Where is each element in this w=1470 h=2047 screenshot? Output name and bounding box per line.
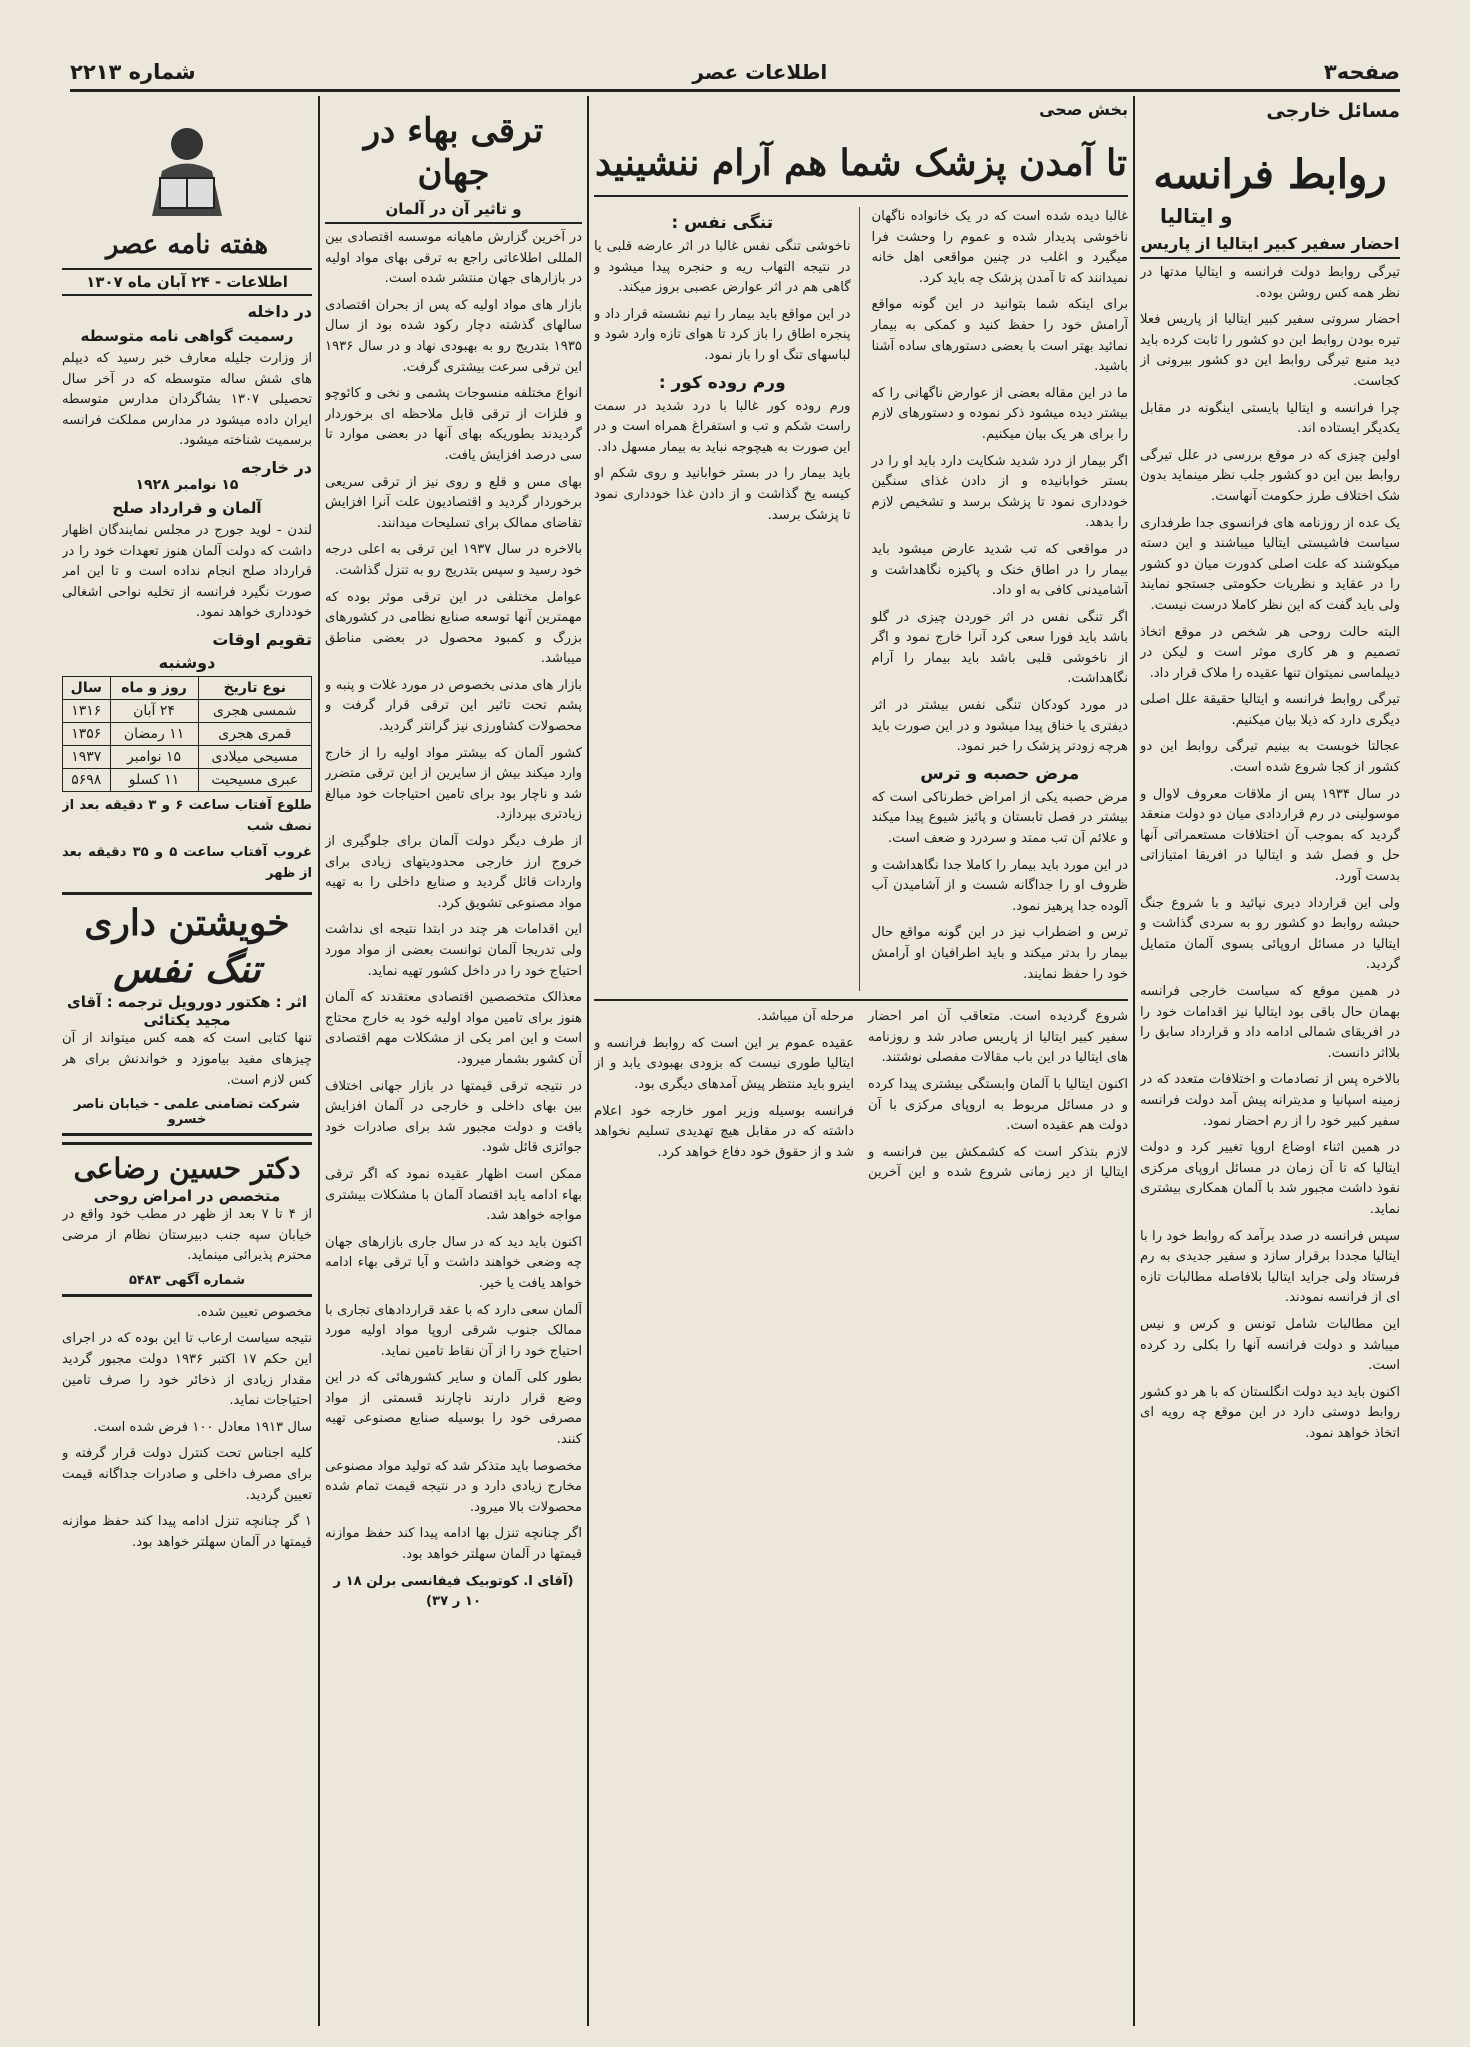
paragraph: عقیده عموم بر این است که روابط فرانسه و ایتالیا طوری نیست که بزودی بهبودی یابد و از اینرو باید منتظر پیش آمدهای دیگری بود. xyxy=(594,1035,854,1092)
paragraph: شروع گردیده است. متعاقب آن امر احضار سفیر کبیر ایتالیا از پاریس صادر شد و روزنامه های ایتالیا در این باب مقالات مفصلی نوشتند. xyxy=(868,1009,1128,1066)
calendar-header: نوع تاریخ xyxy=(198,676,311,699)
ad-title: دکتر حسین رضاعی xyxy=(73,1152,301,1186)
calendar-cell: ۱۹۳۷ xyxy=(63,745,111,768)
calendar-header: روز و ماه xyxy=(110,676,198,699)
ad-subtitle: تنگ نفس xyxy=(113,946,261,992)
paragraph: کشور آلمان که بیشتر مواد اولیه را از خارج وارد میکند بیش از سایرین از این ترقی متضرر شد و ناچار بود برای تامین احتیاجات خود مبالغ زیادتری بپردازد. xyxy=(325,745,582,823)
paper-name: اطلاعات عصر xyxy=(692,60,828,84)
paragraph: اگر بیمار از درد شدید شکایت دارد باید او را در بستر خوابانیده و از دادن غذای سنگین خودداری نمود تا پزشک برسد و تشخیص لازم را بدهد. xyxy=(871,453,1128,531)
paragraph: در مورد کودکان تنگی نفس بیشتر در اثر دیفتری یا خناق پیدا میشود و در این صورت باید هرچه زودتر پزشک را خبر نمود. xyxy=(871,698,1128,755)
sunrise: طلوع آفتاب ساعت ۶ و ۳ دقیقه بعد از نصف شب xyxy=(62,797,312,834)
paragraph: عوامل مختلفی در این ترقی موثر بوده که مهمترین آنها توسعه صنایع نظامی در کشورهای بزرگ و کمبود محصول در بعضی مناطق میباشد. xyxy=(325,589,582,667)
sunset: غروب آفتاب ساعت ۵ و ۳۵ دقیقه بعد از ظهر xyxy=(62,845,312,881)
calendar-cell: ۲۴ آبان xyxy=(110,699,198,722)
center-subcolumn-right xyxy=(872,207,1129,991)
ad-author: اثر : هکتور دورویل ترجمه : آقای مجید یکتائی xyxy=(67,993,307,1030)
paragraph: غالبا دیده شده است که در یک خانواده ناگهان ناخوشی پدیدار شده و عموم را وحشت فرا میگیرد و اغلب در چنین مواقعی اهل خانه نمیدانند که تا آمدن پزشک چه باید کرد. xyxy=(871,209,1128,286)
left-column xyxy=(62,96,312,2026)
paragraph: در همین اثناء اوضاع اروپا تغییر کرد و دولت ایتالیا که تا آن زمان در مسائل اروپای مرکزی نفوذ داشت مجبور شد با آلمان همکاری بیشتری نماید. xyxy=(1140,1140,1400,1217)
left-middle-column xyxy=(325,96,582,2026)
paragraph: ما در این مقاله بعضی از عوارض ناگهانی را که بیشتر دیده میشود ذکر نموده و دستورهای لازم را برای هر یک بیان میکنیم. xyxy=(871,385,1128,442)
calendar-row xyxy=(63,745,312,768)
paragraph: مرض حصبه یکی از امراض خطرناکی است که بیشتر در فصل تابستان و پائیز شیوع پیدا میکند و علائم آن تب ممتد و سردرد و ضعف است. xyxy=(871,789,1128,847)
paragraph: کلیه اجناس تحت کنترل دولت قرار گرفته و برای مصرف داخلی و صادرات جداگانه قیمت تعیین گردید. xyxy=(62,1446,312,1503)
paragraph: سال ۱۹۱۳ معادل ۱۰۰ فرض شده است. xyxy=(93,1419,312,1435)
paragraph: در این مواقع باید بیمار را نیم نشسته قرار داد و پنجره اطاق را باز کرد تا هوای تازه وارد شود و لباسهای تنگ او را باز نمود. xyxy=(594,306,851,363)
paragraph: چرا فرانسه و ایتالیا بایستی اینگونه در مقابل یکدیگر ایستاده اند. xyxy=(1140,400,1400,437)
subheadline: و ایتالیا xyxy=(1160,204,1233,228)
calendar-cell: ۵۶۹۸ xyxy=(63,768,111,791)
page-header xyxy=(70,55,1400,92)
paragraph: فرانسه بوسیله وزیر امور خارجه خود اعلام داشته که در مقابل هیچ تهدیدی تسلیم نخواهد شد و از حقوق خود دفاع خواهد کرد. xyxy=(594,1103,854,1160)
calendar-cell: ۱۳۱۶ xyxy=(63,699,111,722)
calendar-header: سال xyxy=(63,676,111,699)
paragraph: بالاخره در سال ۱۹۳۷ این ترقی به اعلی درجه خود رسید و سپس بتدریج رو به تنزل گذاشت. xyxy=(325,542,582,578)
paragraph: بطور کلی آلمان و سایر کشورهائی که در این وضع قرار دارند ناچارند قسمتی از مواد مصرفی خود را بوسیله صنایع مصنوعی تهیه کنند. xyxy=(325,1370,582,1448)
reader-illustration-icon xyxy=(132,116,242,226)
column-rule xyxy=(318,96,320,2026)
internal-label: در داخله xyxy=(247,302,312,321)
center-column xyxy=(594,96,1128,2026)
paragraph: معذالک متخصصین اقتصادی معتقدند که آلمان هنوز برای تامین مواد اولیه خود به خارج محتاج است و این امر یکی از مشکلات مهم اقتصادی آن کشور بشمار میرود. xyxy=(325,990,582,1067)
column-rule xyxy=(1133,96,1135,2026)
calendar-cell: عبری مسیحیت xyxy=(198,768,311,791)
center-subcolumn-left xyxy=(594,207,860,991)
paragraph: بازار های مواد اولیه که پس از بحران اقتصادی سالهای گذشته دچار رکود شده بود از سال ۱۹۳۵ بتدریج رو به بهبودی نهاد و در سال ۱۹۳۶ این ترقی سرعت بیشتری گرفت. xyxy=(325,297,582,375)
calendar-cell: ۱۱ رمضان xyxy=(110,722,198,745)
calendar-label: تقویم اوقات xyxy=(212,629,312,649)
supplement-title: هفته نامه عصر xyxy=(105,230,269,260)
paragraph: سپس فرانسه در صدد برآمد که روابط خود را با ایتالیا مجددا برقرار سازد و سفیر جدیدی به رم فرستاد ولی جراید ایتالیا بلافاصله مطالبات تازه ای از فرانسه نمودند. xyxy=(1140,1228,1400,1306)
paragraph: نتیجه سیاست ارعاب تا این بوده که در اجرای این حکم ۱۷ اکتبر ۱۹۳۶ دولت مجبور گردید مقدار زیادی از ذخائر خود را صرف تامین احتیاجات نماید. xyxy=(62,1331,312,1409)
calendar-cell: ۱۵ نوامبر xyxy=(110,745,198,768)
foreign-text: لندن - لوید جورج در مجلس نمایندگان اظهار داشت که دولت آلمان هنوز تعهدات خود را در قرارداد صلح انجام نداده است و تا این امر صورت نگیرد فرانسه از تخلیه نواحی اشغالی خودداری خواهد نمود. xyxy=(62,522,312,621)
calendar-table xyxy=(62,676,312,792)
paragraph: بهای مس و قلع و روی نیز از ترقی سریعی برخوردار گردید و اقتصادیون علت آنرا افزایش تقاضای ممالک برای تسلیحات میدانند. xyxy=(325,474,582,531)
paragraph: در نتیجه ترقی قیمتها در بازار جهانی اختلاف بین بهای داخلی و خارجی در آلمان افزایش یافت و دولت مجبور شد برای صادرات خود جوائزی قائل شود. xyxy=(325,1078,582,1156)
dateline: اطلاعات - ۲۴ آبان ماه ۱۳۰۷ xyxy=(62,268,312,296)
subhead: ورم روده کور : xyxy=(658,372,786,393)
paragraph: بازار های مدنی بخصوص در مورد غلات و پنبه و پشم تحت تاثیر این ترقی قرار گرفت و محصولات کشاورزی نیز گرانتر گردید. xyxy=(325,677,582,735)
doctor-advert xyxy=(62,1142,312,1297)
paragraph: احضار سروتی سفیر کبیر ایتالیا از پاریس فعلا تیره بودن روابط این دو کشور را ثابت کرده باید دید منبع تیرگی روابط این دو کشور بیرونی از کجاست. xyxy=(1140,312,1400,389)
paragraph: تیرگی روابط دولت فرانسه و ایتالیا مدتها در نظر همه کس روشن بوده. xyxy=(1140,265,1400,301)
paragraph: این اقدامات هر چند در ابتدا نتیجه ای نداشت ولی تدریجا آلمان توانست بعضی از مواد مورد احتیاج خود را در داخل کشور تهیه نماید. xyxy=(325,922,582,979)
column-rule xyxy=(587,96,589,2026)
weekday: دوشنبه xyxy=(158,652,216,672)
right-column xyxy=(1140,96,1400,2026)
calendar-cell: قمری هجری xyxy=(198,722,311,745)
page-number-label: صفحه۳ xyxy=(1323,60,1400,84)
domestic-text: از وزارت جلیله معارف خبر رسید که دیپلم های شش ساله متوسطه که در آخر سال تحصیلی ۱۳۰۷ بشاگردان مدارس متوسطه ایران داده میشود در مدارس مملکت فرانسه برسمیت شناخته میشود. xyxy=(62,351,312,449)
domestic-headline: رسمیت گواهی نامه متوسطه xyxy=(80,327,294,345)
center-lower-block xyxy=(594,999,1128,1184)
paragraph: ترس و اضطراب نیز در این گونه مواقع حال بیمار را بدتر میکند و باید اطرافیان او آرامش خود را حفظ نمایند. xyxy=(871,925,1128,982)
paragraph: یک عده از روزنامه های فرانسوی جدا طرفداری سیاست فاشیستی ایتالیا میباشند و این دسته میکوشند که علت اصلی کدورت میان دو کشور را در عقاید و نظریات حکومتی جستجو نمایند ولی باید گفت که این نظر کاملا درست نیست. xyxy=(1140,515,1400,613)
paragraph: ناخوشی تنگی نفس غالبا در اثر عارضه قلبی یا در نتیجه التهاب ریه و حنجره پیدا میشود و گاهی هم در اثر عوارض عصبی بروز میکند. xyxy=(594,239,851,296)
paragraph: در همین موقع که سیاست خارجی فرانسه بهمان حال باقی بود ایتالیا نیز اقدامات خود را در افریقای شمالی ادامه داد و قرارداد سابق را بلااثر دانست. xyxy=(1140,984,1400,1061)
paragraph: تیرگی روابط فرانسه و ایتالیا حقیقة علل اصلی دیگری دارد که ذیلا بیان میکنیم. xyxy=(1140,692,1400,728)
calendar-cell: مسیحی میلادی xyxy=(198,745,311,768)
paragraph: لازم بتذکر است که کشمکش بین فرانسه و ایتالیا از دیر زمانی شروع شده و این آخرین مرحله آن میباشد. xyxy=(757,1009,1128,1181)
paragraph: ۱ گر چنانچه تنزل ادامه پیدا کند حفظ موازنه قیمتها در آلمان سهلتر خواهد بود. xyxy=(62,1514,312,1550)
headline: تا آمدن پزشک شما هم آرام ننشینید xyxy=(594,139,1128,197)
calendar-cell: ۱۱ کسلو xyxy=(110,768,198,791)
paragraph: ورم روده کور غالبا با درد شدید در سمت راست شکم و تب و استفراغ همراه است و در این صورت به هیچوجه نباید به بیمار مسهل داد. xyxy=(594,398,851,455)
paragraph: برای اینکه شما بتوانید در این گونه مواقع آرامش خود را حفظ کنید و کمکی به بیمار نمائید بهتر است با بعضی دستورهای ساده آشنا باشید. xyxy=(871,297,1128,375)
paragraph: اگر چنانچه تنزل بها ادامه پیدا کند حفظ موازنه قیمتها در آلمان سهلتر خواهد بود. xyxy=(325,1526,582,1563)
paragraph: اگر تنگی نفس در اثر خوردن چیزی در گلو باشد باید فورا سعی کرد آنرا خارج نمود و اگر از ناخوشی قلبی باشد باید بیمار را آرام نگاهداشت. xyxy=(871,609,1128,687)
foreign-label: در خارجه xyxy=(241,457,312,477)
paragraph: مخصوصا باید متذکر شد که تولید مواد مصنوعی مخارج زیادی دارد و در نتیجه قیمت تمام شده محصولات بالا میرود. xyxy=(325,1458,582,1515)
paragraph: اکنون باید دید که در سال جاری بازارهای جهان چه وضعی خواهند داشت و آیا ترقی بهاء ادامه خواهد یافت یا خیر. xyxy=(325,1234,582,1291)
ad-subtitle: متخصص در امراض روحی xyxy=(93,1187,281,1206)
paragraph: آلمان سعی دارد که با عقد قراردادهای تجاری با ممالک جنوب شرقی اروپا مواد اولیه مورد احتیاج خود را از آن نقاط تامین نماید. xyxy=(325,1302,582,1359)
paragraph: ولی این قرارداد دیری نپائید و با شروع جنگ حبشه روابط دو کشور رو به سردی گذاشت و ایتالیا در مسائل اروپائی بسوی آلمان متمایل گردید. xyxy=(1140,895,1400,973)
paragraph: اکنون ایتالیا با آلمان وابستگی بیشتری پیدا کرده و در مسائل مربوط به اروپای مرکزی با آن دولت هم عقیده است. xyxy=(868,1076,1128,1134)
lead: احضار سفیر کبیر ایتالیا از پاریس xyxy=(1140,234,1400,259)
book-advert xyxy=(62,892,312,1136)
ad-text: تنها کتابی است که همه کس میتواند از آن چیزهای مفید بیاموزد و خواندنش برای هر کس لازم است. xyxy=(62,1031,312,1088)
issue-number-label: شماره ۲۲۱۳ xyxy=(70,60,196,84)
calendar-cell: شمسی هجری xyxy=(198,699,311,722)
foreign-headline: آلمان و قرارداد صلح xyxy=(112,498,262,517)
paragraph: در مواقعی که تب شدید عارض میشود باید بیمار را در اطاق خنک و پاکیزه نگاهداشت و آشامیدنی کافی به او داد. xyxy=(871,541,1128,599)
subhead: مرض حصبه و ترس xyxy=(920,763,1080,784)
paragraph: در سال ۱۹۳۴ پس از ملاقات معروف لاوال و موسولینی در رم قراردادی میان دو دولت منعقد گردید که بموجب آن اختلافات مستعمراتی آنها حل و فصل شد و ایتالیا در افریقا امتیازاتی بدست آورد. xyxy=(1140,786,1400,885)
ad-text: از ۴ تا ۷ بعد از ظهر در مطب خود واقع در خیابان سپه جنب دبیرستان نظام از مرضی محترم پذیرائی مینماید. xyxy=(62,1207,312,1264)
paragraph: در این مورد باید بیمار را کاملا جدا نگاهداشت و ظروف او را جداگانه شست و از آشامیدن آب آلوده جدا پرهیز نمود. xyxy=(871,857,1128,914)
paragraph: انواع مختلفه منسوجات پشمی و نخی و کائوچو و فلزات از ترقی قابل ملاحظه ای برخوردار گردیدند بطوریکه بهای آنها در بعضی موارد تا سی درصد افزایش یافت. xyxy=(325,386,582,463)
paragraph: البته حالت روحی هر شخص در موقع اتخاذ تصمیم و هر کاری موثر است و لیکن در دیپلماسی نمیتوان تنها عقیده را ملاک قرار داد. xyxy=(1140,624,1400,681)
paragraph: اولین چیزی که در موقع بررسی در علل تیرگی روابط بین این دو کشور جلب نظر مینماید بدون شک اختلاف طرز حکومت آنهاست. xyxy=(1140,447,1400,504)
paragraph: در آخرین گزارش ماهیانه موسسه اقتصادی بین المللی اطلاعاتی راجع به ترقی بهای مواد اولیه در بازارهای جهان منتشر شده است. xyxy=(325,230,582,287)
section-label: بخش صحی xyxy=(1039,100,1128,119)
paragraph: عجالتا خوبست به بینیم تیرگی روابط این دو کشور از کجا شروع شده است. xyxy=(1140,739,1400,776)
headline: ترقی بهاء در جهان xyxy=(363,111,544,193)
section-label: مسائل خارجی xyxy=(1266,100,1400,122)
paragraph: بالاخره پس از تصادمات و اختلافات متعدد که در زمینه اسپانیا و مدیترانه پیش آمد دولت فرانسه سفیر کبیر خود را از رم احضار نمود. xyxy=(1140,1072,1400,1129)
calendar-row xyxy=(63,722,312,745)
calendar-row xyxy=(63,768,312,791)
calendar-header-row xyxy=(63,676,312,699)
ad-number: شماره آگهی ۵۴۸۳ xyxy=(128,1272,246,1288)
paragraph: این مطالبات شامل تونس و کرس و نیس میباشد و دولت فرانسه آنها را بکلی رد کرده است. xyxy=(1140,1316,1400,1374)
foreign-date: ۱۵ نوامبر ۱۹۲۸ xyxy=(135,476,239,493)
paragraph: از طرف دیگر دولت آلمان برای جلوگیری از خروج ارز خارجی محدودیتهای زیادی برای واردات قائل گردید و صنایع داخلی را به تهیه مواد مصنوعی تشویق کرد. xyxy=(325,834,582,911)
subheadline: و تاثیر آن در آلمان xyxy=(325,200,582,224)
paragraph: ممکن است اظهار عقیده نمود که اگر ترقی بهاء ادامه یابد اقتصاد آلمان با مشکلات بیشتری مواجه خواهد شد. xyxy=(325,1166,582,1224)
subhead: تنگی نفس : xyxy=(671,213,774,233)
paragraph: باید بیمار را در بستر خوابانید و روی شکم او کیسه یخ گذاشت و از دادن غذا خودداری نمود تا پزشک برسد. xyxy=(594,466,851,523)
paragraph: مخصوص تعیین شده. xyxy=(196,1304,312,1320)
footer-note: (آقای ا. کوتوبیک فیفانسی برلن ۱۸ ر ۱۰ ر ۳۷) xyxy=(333,1573,574,1610)
ad-seller: شرکت تضامنی علمی - خیابان ناصر خسرو xyxy=(73,1097,301,1128)
calendar-cell: ۱۳۵۶ xyxy=(63,722,111,745)
calendar-row xyxy=(63,699,312,722)
paragraph: اکنون باید دید دولت انگلستان که با هر دو کشور روابط دوستی دارد در این موقع چه رویه ای اتخاذ خواهد نمود. xyxy=(1140,1384,1400,1441)
ad-title: خویشتن داری xyxy=(84,902,290,945)
headline: روابط فرانسه xyxy=(1153,151,1387,198)
